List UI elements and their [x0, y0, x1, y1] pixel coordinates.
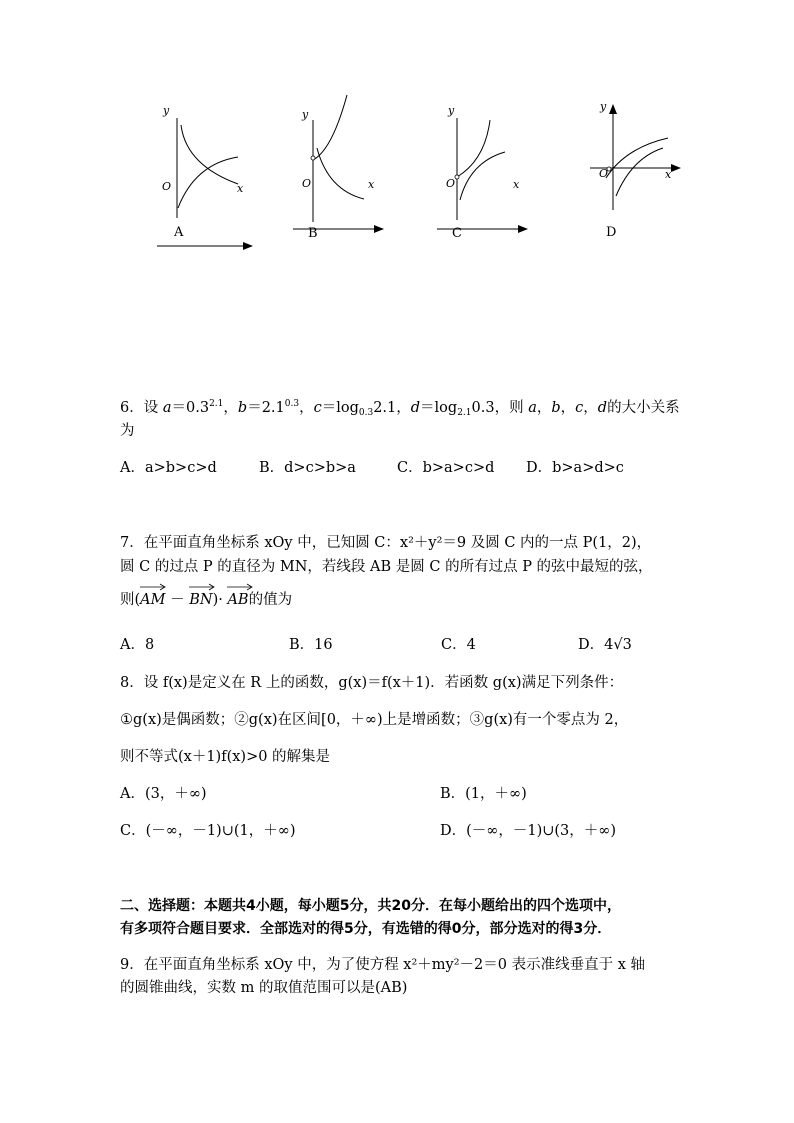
graph-c-label: C [452, 226, 462, 241]
q7-line2: 圆 C 的过点 P 的直径为 MN，若线段 AB 是圆 C 的所有过点 P 的弦中最短的弦， [120, 559, 653, 575]
graph-d-origin-label: O [599, 167, 609, 180]
graph-a-x-label: x [237, 182, 244, 195]
q7-line1: 7．在平面直角坐标系 xOy 中，已知圆 C：x²＋y²＝9 及圆 C 内的一点 P(1，2)， [120, 535, 652, 551]
section2-heading-line2: 有多项符合题目要求．全部选对的得5分，有选错的得0分，部分选对的得3分． [120, 921, 612, 937]
graph-c [437, 118, 527, 229]
q8-option-b: B．(1，＋∞) [440, 786, 527, 802]
q6-tail: ，则 [494, 400, 524, 416]
q6-b-base: 2.1 [261, 400, 285, 416]
graph-d-curve-upper [606, 138, 668, 178]
q7-line3 [120, 590, 292, 610]
q8-line2: ①g(x)是偶函数；②g(x)在区间[0，＋∞)上是增函数；③g(x)有一个零点为 2， [120, 712, 629, 728]
q9-line1: 9．在平面直角坐标系 xOy 中，为了使方程 x²＋my²－2＝0 表示准线垂直于 x 轴 [120, 957, 646, 973]
graph-c-origin-label: O [446, 177, 456, 190]
vector-arrow-icon [189, 584, 215, 590]
graph-a-origin-label: O [162, 180, 172, 193]
graph-b-origin-label: O [302, 177, 312, 190]
q6-b-exp: 0.3 [284, 399, 300, 409]
graph-c-y-label: y [448, 104, 455, 117]
q8-line1: 8．设 f(x)是定义在 R 上的函数，g(x)＝f(x＋1)．若函数 g(x)满足下列条件： [120, 675, 624, 691]
graph-c-x-label: x [513, 178, 520, 191]
q6-option-b: B．d>c>b>a [259, 460, 356, 476]
q6-line2: 为 [120, 423, 135, 439]
graph-c-intercept-point [455, 175, 459, 179]
q6-a-exp: 2.1 [209, 399, 224, 409]
graph-d-label: D [606, 225, 617, 240]
section2-heading-line1: 二、选择题：本题共4小题，每小题5分，共20分．在每小题给出的四个选项中， [120, 898, 621, 914]
graph-d-x-label: x [665, 168, 672, 181]
graph-b-label: B [308, 226, 318, 241]
q6-line1: 6．设 $a=0.3^{2.1}$，$b=2.1^{0.3}$，$c=\log_{0.3}2.1$，$d=\log_{2.1}0.3$，则 a，b，c，d的大小关系 [120, 399, 680, 418]
vector-arrow-icon [140, 584, 166, 590]
graph-d-curve-lower [616, 148, 663, 196]
graph-a-curve-decreasing [181, 125, 238, 184]
q6-c-sub: 0.3 [358, 408, 374, 418]
q7-post: 的值为 [248, 592, 293, 608]
q9-line2: 的圆锥曲线，实数 m 的取值范围可以是(AB) [120, 980, 408, 996]
graph-a-y-label: y [163, 104, 170, 117]
q6-d-sub: 2.1 [457, 408, 472, 418]
graph-b-curve-decreasing [317, 148, 364, 199]
q8-line3: 则不等式(x＋1)f(x)>0 的解集是 [120, 749, 331, 765]
q7-vector-ab: AB [227, 590, 248, 610]
graph-b-x-label: x [368, 178, 375, 191]
graph-c-curve-upper [457, 120, 490, 177]
graphs-row [0, 0, 794, 260]
graphs-svg [0, 0, 794, 260]
q8-option-a: A．(3，＋∞) [120, 786, 207, 802]
q7-option-c: C．4 [441, 637, 476, 653]
q6-pre: 设 [143, 400, 159, 416]
q6-number: 6． [120, 400, 144, 416]
graph-d-y-label: y [600, 100, 607, 113]
graph-b-y-label: y [302, 108, 309, 121]
graph-b-intercept-point [311, 156, 315, 160]
graph-d [590, 105, 680, 210]
q6-c-log: log [336, 400, 359, 416]
q7-vector-bn: BN [189, 590, 212, 610]
q7-pre: 则( [120, 592, 141, 608]
graph-a-curve-increasing [178, 157, 238, 208]
vector-arrow-icon [227, 584, 253, 590]
q7-mid: )· [212, 592, 223, 608]
q6-d-log: log [434, 400, 458, 416]
q8-option-d: D．(－∞，－1)∪(3，＋∞) [440, 823, 617, 839]
q6-option-d: D．b>a>d>c [526, 460, 624, 476]
q6-option-a: A．a>b>c>d [120, 460, 217, 476]
q6-a-base: 0.3 [186, 400, 210, 416]
graph-c-curve-lower [460, 152, 505, 200]
q7-option-d: D．4√3 [578, 637, 632, 653]
q7-option-b: B．16 [289, 637, 333, 653]
q7-vector-am: AM [140, 590, 165, 610]
q7-option-a: A．8 [120, 637, 155, 653]
graph-a-label: A [174, 225, 184, 240]
q6-option-c: C．b>a>c>d [397, 460, 495, 476]
q8-option-c: C．(－∞，－1)∪(1，＋∞) [120, 823, 296, 839]
q6-d-arg: 0.3 [471, 400, 495, 416]
q6-tail2: 的大小关系 [607, 400, 680, 416]
q6-c-arg: 2.1 [373, 400, 397, 416]
q7-minus: － [170, 592, 185, 608]
